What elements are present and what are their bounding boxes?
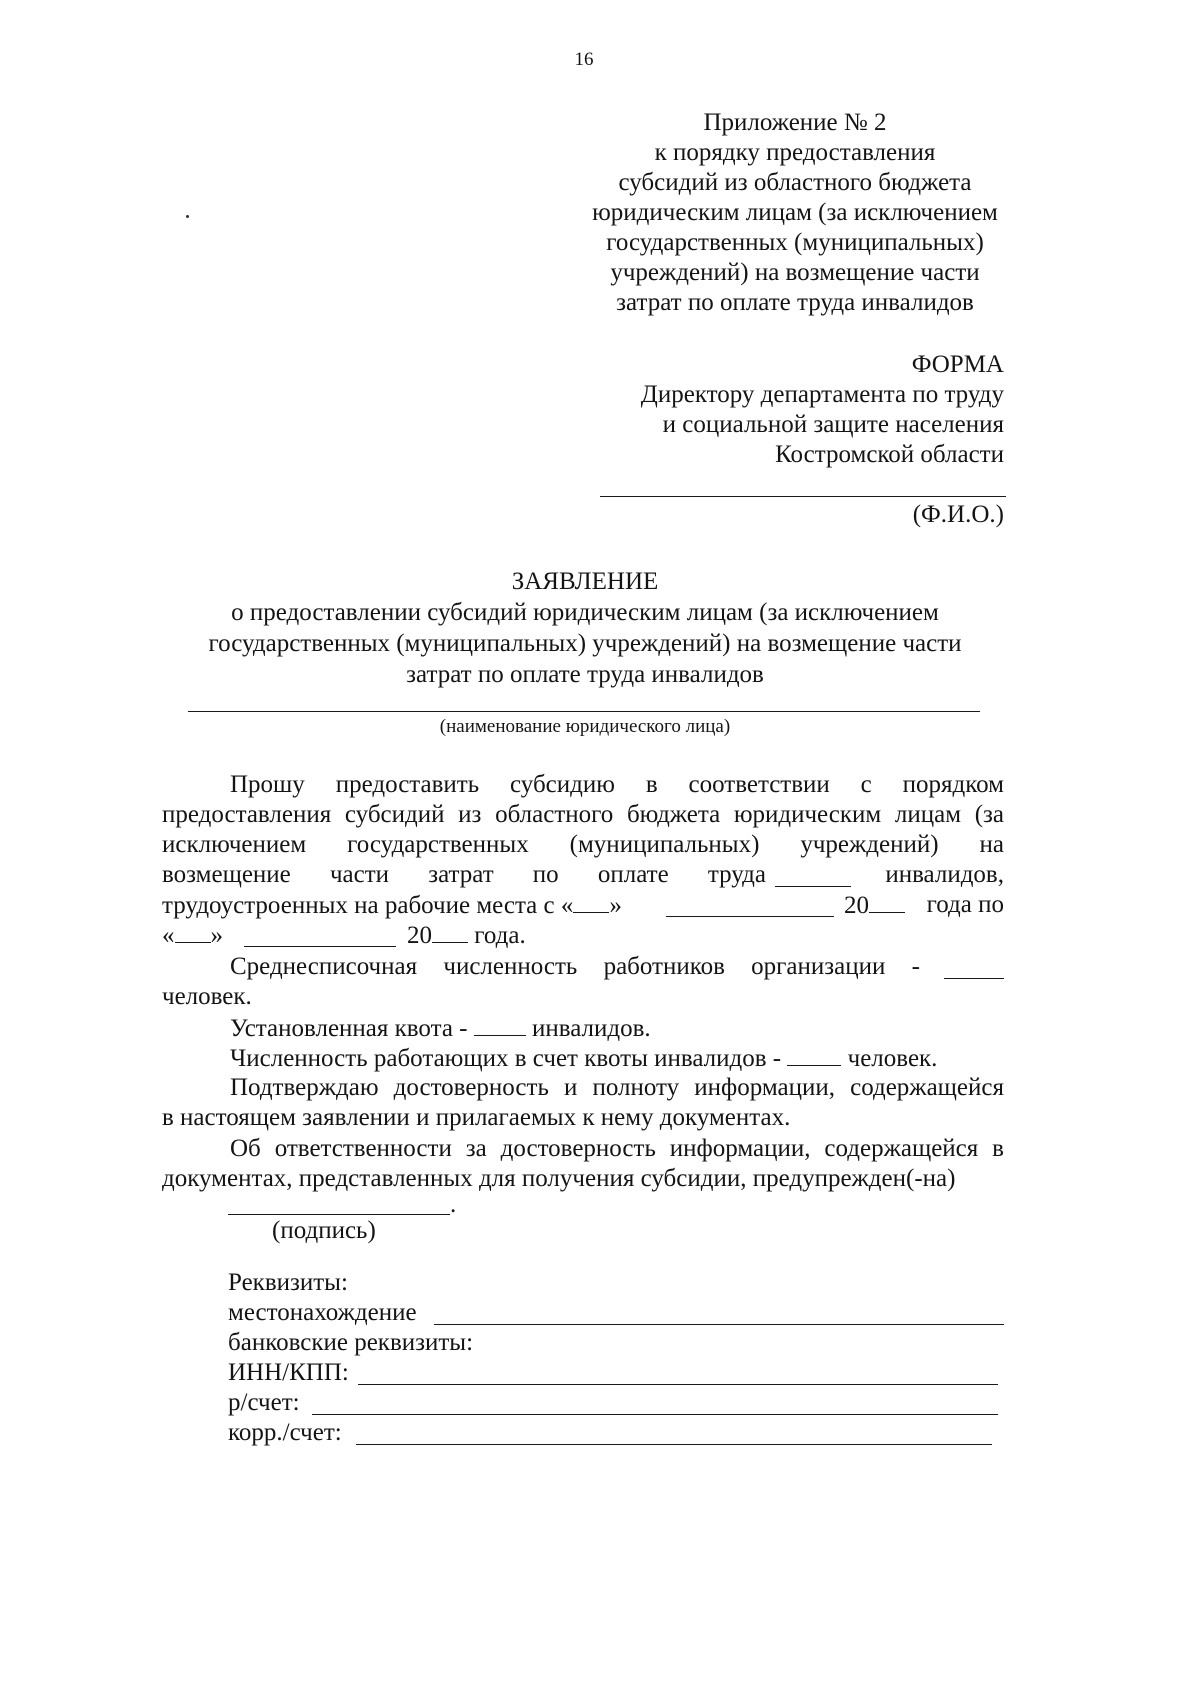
paragraph-line: в настоящем заявлении и прилагаемых к нему документах. (162, 1104, 791, 1131)
appendix-line: юридическим лицам (за исключением (592, 199, 998, 226)
appendix-header (575, 108, 1015, 318)
paragraph-text: « (162, 922, 175, 949)
inn-field[interactable] (358, 1384, 998, 1385)
page-number: 16 (574, 49, 594, 70)
paragraph-line (162, 890, 622, 921)
paragraph-line (230, 1013, 651, 1044)
statement-subtitle-line: государственных (муниципальных) учреждений) на возмещение части (208, 630, 962, 657)
fio-field[interactable] (600, 496, 1006, 497)
blank-quota[interactable] (474, 1013, 526, 1036)
blank-year-from[interactable] (869, 890, 905, 913)
org-name-caption: (наименование юридического лица) (439, 716, 731, 737)
location-field[interactable] (434, 1324, 1004, 1325)
blank-month-from[interactable] (666, 916, 834, 917)
blank-field[interactable] (775, 886, 851, 887)
addressee-line: Директору департамента по труду (640, 381, 1004, 408)
corr-account-field[interactable] (356, 1444, 992, 1445)
paragraph-text: Численность работающих в счет квоты инвалидов - (230, 1045, 782, 1072)
appendix-line: субсидий из областного бюджета (618, 169, 972, 196)
paragraph-line (162, 920, 223, 951)
inn-label: ИНН/КПП: (228, 1359, 349, 1386)
paragraph-text: года. (474, 922, 526, 949)
location-label: местонахождение (228, 1299, 417, 1326)
blank-day-to[interactable] (175, 920, 211, 943)
signature-field[interactable] (228, 1214, 450, 1215)
scan-speck (186, 215, 189, 218)
addressee-line: и социальной защите населения (662, 411, 1004, 438)
signature-suffix: . (450, 1191, 457, 1218)
paragraph-line (844, 890, 905, 921)
paragraph-text: 20 (844, 892, 869, 919)
paragraph-line: возмещение части затрат по оплате труда (162, 861, 766, 888)
account-field[interactable] (312, 1414, 998, 1415)
paragraph-text: Установленная квота - (230, 1015, 468, 1042)
addressee-line: Костромской области (775, 441, 1004, 468)
form-label: ФОРМА (911, 351, 1004, 378)
paragraph-text: инвалидов, (885, 861, 1004, 888)
statement-title-block (150, 566, 1020, 690)
appendix-line: к порядку предоставления (654, 139, 936, 166)
paragraph-text: » (210, 922, 223, 949)
paragraph-text: года по (926, 891, 1004, 918)
appendix-line: затрат по оплате труда инвалидов (616, 289, 974, 316)
paragraph-line: Об ответственности за достоверность информации, содержащейся в (230, 1135, 1004, 1162)
blank-month-to[interactable] (244, 946, 396, 947)
requisites-header: Реквизиты: (228, 1269, 348, 1296)
blank-year-to[interactable] (432, 920, 468, 943)
paragraph-line (230, 1043, 937, 1074)
paragraph-text: » (609, 892, 622, 919)
statement-subtitle-line: затрат по оплате труда инвалидов (406, 661, 764, 688)
paragraph-text: человек. (847, 1045, 938, 1072)
paragraph-text: инвалидов. (532, 1015, 651, 1042)
paragraph-line: предоставления субсидий из областного бюджета юридическим лицам (за (162, 801, 1004, 828)
signature-caption: (подпись) (272, 1217, 376, 1244)
blank-quota-employed[interactable] (787, 1043, 841, 1066)
addressee-block (504, 350, 1004, 470)
statement-title: ЗАЯВЛЕНИЕ (511, 568, 659, 595)
paragraph-line (407, 920, 526, 951)
paragraph-text: 20 (407, 922, 432, 949)
fio-caption: (Ф.И.О.) (912, 501, 1004, 528)
paragraph-text: трудоустроенных на рабочие места с « (162, 892, 574, 919)
appendix-line: учреждений) на возмещение части (610, 259, 980, 286)
paragraph-line: человек. (162, 983, 252, 1010)
account-label: р/счет: (228, 1389, 300, 1416)
paragraph-line: Среднесписочная численность работников организации - (230, 953, 920, 980)
statement-subtitle-line: о предоставлении субсидий юридическим лицам (за исключением (231, 599, 939, 626)
blank-headcount[interactable] (944, 978, 1004, 979)
paragraph-line: исключением государственных (муниципальных) учреждений) на (162, 831, 1004, 858)
appendix-line: Приложение № 2 (703, 109, 887, 136)
paragraph-line: документах, представленных для получения субсидии, предупрежден(-на) (162, 1165, 956, 1192)
org-name-field[interactable] (188, 711, 980, 712)
paragraph-line: Прошу предоставить субсидию в соответствии с порядком (230, 771, 1004, 798)
bank-label: банковские реквизиты: (228, 1329, 474, 1356)
appendix-line: государственных (муниципальных) (606, 229, 984, 256)
paragraph-line: Подтверждаю достоверность и полноту информации, содержащейся (230, 1074, 1004, 1101)
blank-day-from[interactable] (573, 890, 609, 913)
corr-account-label: корр./счет: (228, 1419, 342, 1446)
